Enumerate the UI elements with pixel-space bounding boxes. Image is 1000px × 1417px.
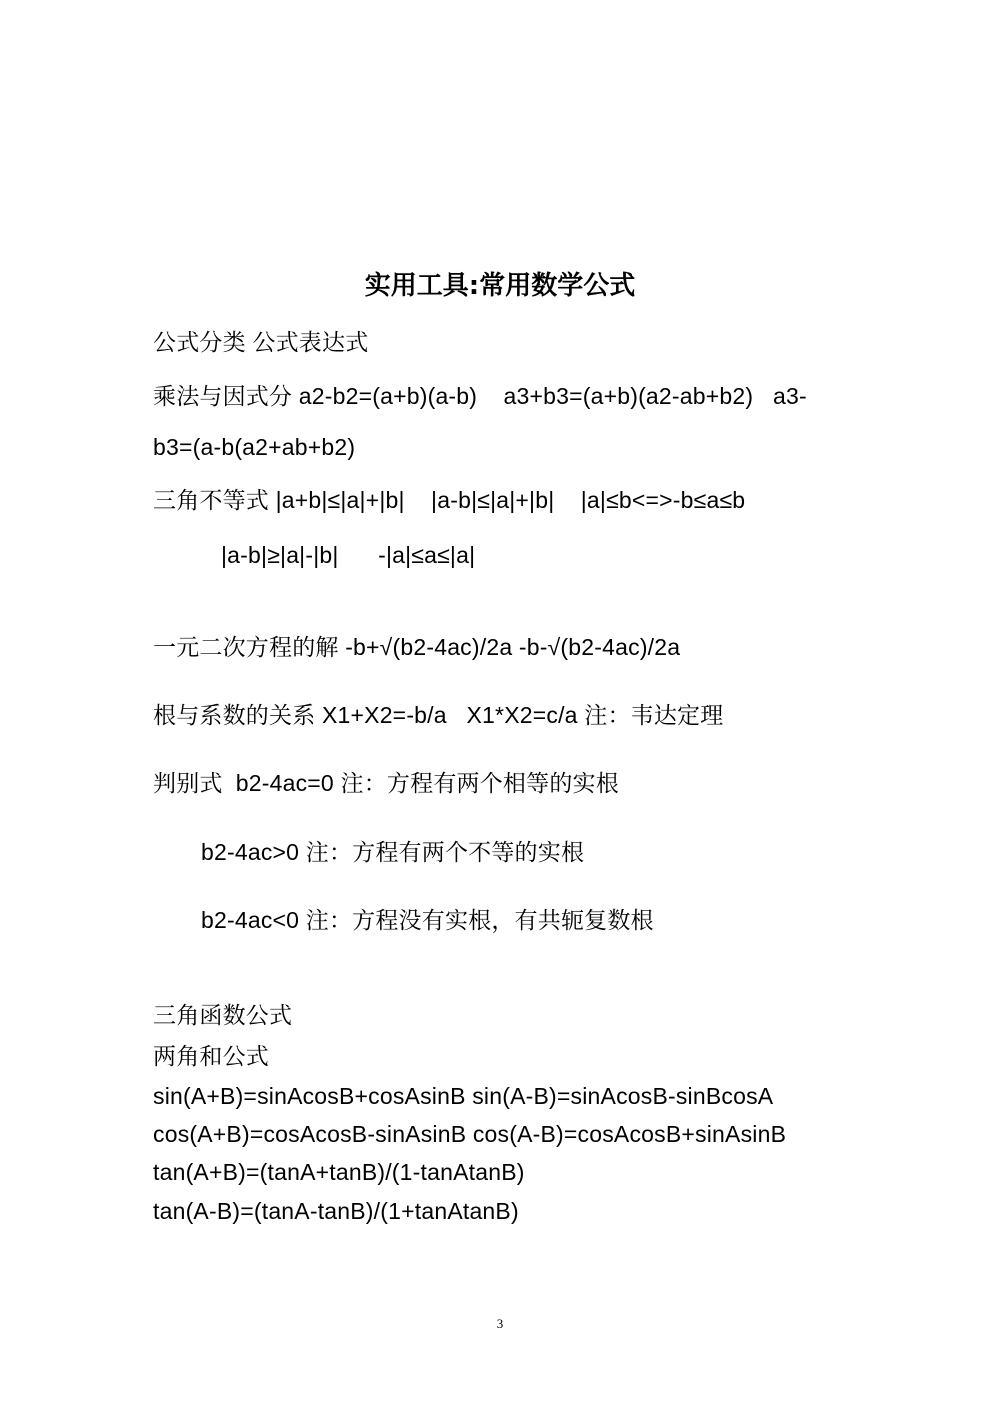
sum-formula-heading: 两角和公式	[153, 1043, 269, 1069]
table-header-line: 公式分类 公式表达式	[153, 329, 369, 355]
tan-sum-formula-line: tan(A+B)=(tanA+tanB)/(1-tanAtanB)	[153, 1159, 525, 1185]
page-number: 3	[496, 1316, 504, 1331]
quadratic-solution-line: 一元二次方程的解 -b+√(b2-4ac)/2a -b-√(b2-4ac)/2a	[153, 634, 681, 660]
tan-difference-formula-line: tan(A-B)=(tanA-tanB)/(1+tanAtanB)	[153, 1198, 519, 1224]
factorization-formula-continuation: b3=(a-b(a2+ab+b2)	[153, 434, 356, 460]
discriminant-positive-line: b2-4ac>0 注：方程有两个不等的实根	[201, 839, 585, 865]
factorization-formula-line: 乘法与因式分 a2-b2=(a+b)(a-b) a3+b3=(a+b)(a2-ab+b2) a3-	[153, 383, 807, 409]
trig-section-heading: 三角函数公式	[153, 1002, 293, 1028]
sin-sum-formula-line: sin(A+B)=sinAcosB+cosAsinB sin(A-B)=sinAcosB-sinBcosA	[153, 1083, 774, 1109]
triangle-inequality-line: 三角不等式 |a+b|≤|a|+|b| |a-b|≤|a|+|b| |a|≤b<=>-b≤a≤b	[153, 487, 746, 513]
discriminant-zero-line: 判别式 b2-4ac=0 注：方程有两个相等的实根	[153, 770, 619, 796]
page-title: 实用工具:常用数学公式	[364, 271, 636, 301]
cos-sum-formula-line: cos(A+B)=cosAcosB-sinAsinB cos(A-B)=cosAcosB+sinAsinB	[153, 1121, 787, 1147]
vieta-formula-line: 根与系数的关系 X1+X2=-b/a X1*X2=c/a 注：韦达定理	[153, 702, 724, 728]
triangle-inequality-continuation: |a-b|≥|a|-|b| -|a|≤a≤|a|	[221, 542, 476, 568]
discriminant-negative-line: b2-4ac<0 注：方程没有实根，有共轭复数根	[201, 907, 654, 933]
